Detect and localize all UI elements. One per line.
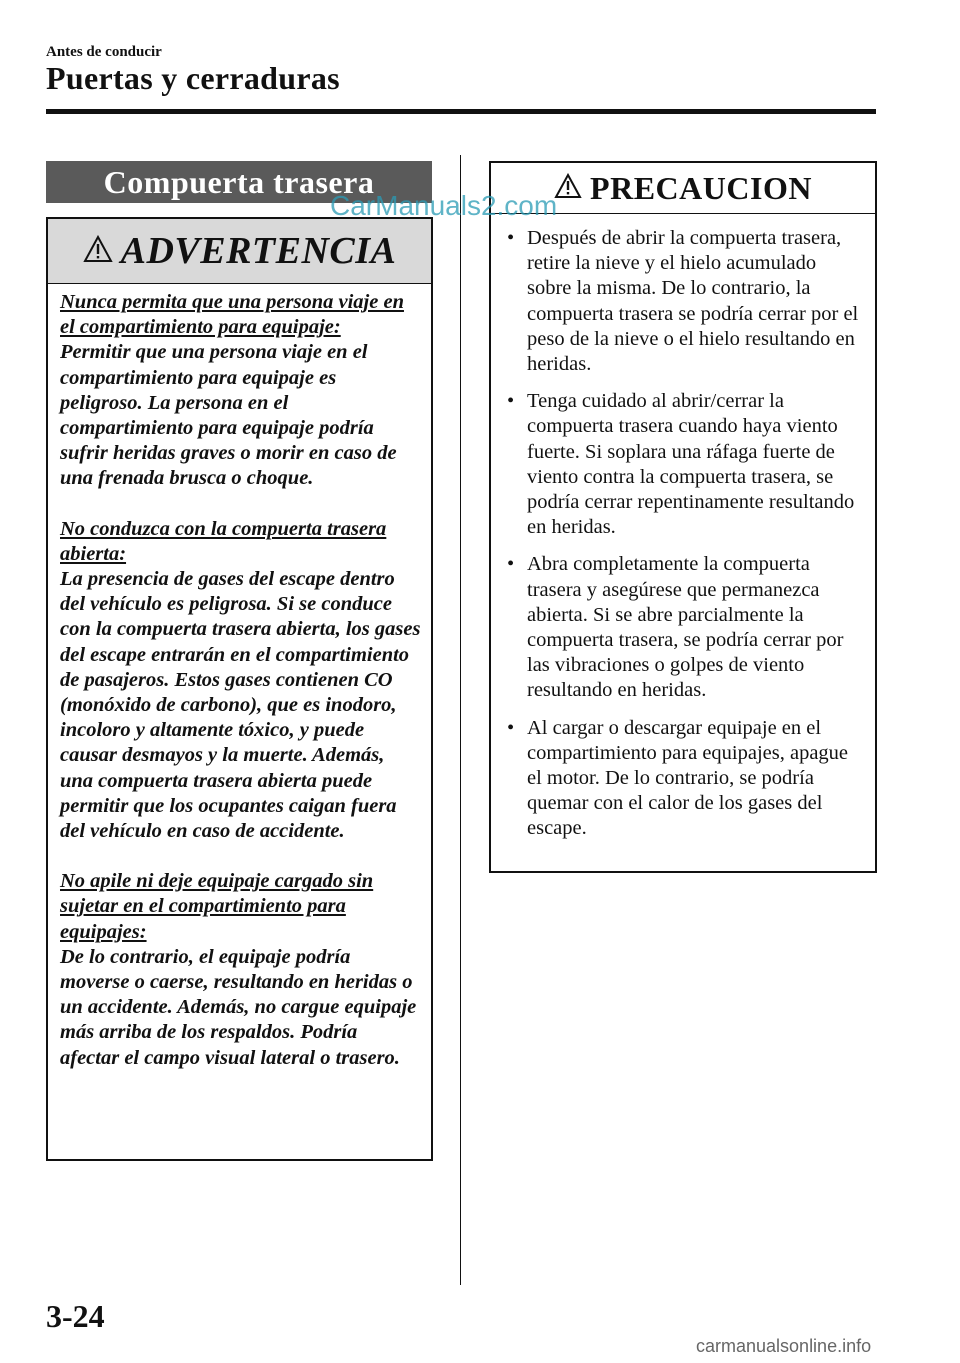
warning-block-title: No conduzca con la compuerta trasera abierta:	[60, 517, 387, 565]
header-section-label: Antes de conducir	[46, 44, 162, 60]
warning-block	[60, 290, 421, 492]
bullet-icon: •	[507, 553, 515, 576]
warning-block-text: Permitir que una persona viaje en el compartimiento para equipaje es peligroso. La persona en el compartimiento para equipaje podría sufrir heridas graves o morir en caso de una frenada brusca o choque.	[60, 341, 397, 490]
warning-block	[60, 869, 421, 1071]
caution-item	[505, 552, 865, 703]
header-rule	[46, 109, 876, 114]
warning-block-title: No apile ni deje equipaje cargado sin sujetar en el compartimiento para equipajes:	[60, 870, 374, 943]
warning-box	[46, 217, 433, 1161]
watermark: CarManuals2.com	[330, 190, 558, 221]
caution-item	[505, 226, 865, 377]
page-number: 3-24	[46, 1298, 105, 1334]
warning-triangle-icon	[83, 235, 113, 268]
caution-item-text: Tenga cuidado al abrir/cerrar la compuerta trasera cuando haya viento fuerte. Si soplara una ráfaga fuerte de viento contra la compuerta trasera, se podría cerrar repentinamente resultando en heridas.	[527, 390, 855, 539]
page-title: Puertas y cerraduras	[46, 60, 340, 96]
caution-list	[491, 214, 875, 842]
footer-site-link[interactable]: carmanualsonline.info	[696, 1336, 872, 1356]
warning-block-text: La presencia de gases del escape dentro del vehículo es peligrosa. Si se conduce con la compuerta trasera abierta, los gases del escape entrarán en el compartimiento de pasajeros. Estos gases contienen CO (monóxido de carbono), que es inodoro, incoloro y altamente tóxico, y puede causar desmayos y la muerte. Además, una compuerta trasera abierta puede permitir que los ocupantes caigan fuera del vehículo en caso de accidente.	[60, 568, 421, 843]
bullet-icon: •	[507, 716, 515, 739]
caution-heading: PRECAUCION	[590, 169, 812, 206]
bullet-icon: •	[507, 390, 515, 413]
caution-item-text: Abra completamente la compuerta trasera y asegúrese que permanezca abierta. Si se abre parcialmente la compuerta trasera, se podría cerrar por las vibraciones o golpes de viento resultando en heridas.	[527, 553, 844, 702]
caution-item-text: Al cargar o descargar equipaje en el compartimiento para equipajes, apague el motor. De lo contrario, se podría quemar con el calor de los gases del escape.	[527, 716, 849, 840]
warning-triangle-icon	[554, 173, 582, 204]
caution-box	[489, 161, 877, 873]
warning-block-text: De lo contrario, el equipaje podría moverse o caerse, resultando en heridas o un accidente. Además, no cargue equipaje más arriba de los respaldos. Podría afectar el campo visual lateral o trasero.	[60, 945, 417, 1069]
warning-block	[60, 517, 421, 845]
bullet-icon: •	[507, 227, 515, 249]
caution-item	[505, 389, 865, 540]
section-title: Compuerta trasera	[46, 161, 432, 203]
warning-header	[48, 219, 431, 284]
warning-body	[48, 284, 431, 1071]
column-divider	[460, 155, 461, 1285]
warning-heading: ADVERTENCIA	[120, 230, 397, 272]
caution-item	[505, 716, 865, 842]
warning-block-title: Nunca permita que una persona viaje en el compartimiento para equipaje:	[60, 291, 404, 339]
caution-item-text: Después de abrir la compuerta trasera, retire la nieve y el hielo acumulado sobre la misma. De lo contrario, la compuerta trasera se podría cerrar por el peso de la nieve o el hielo resultando en heridas.	[527, 227, 859, 376]
